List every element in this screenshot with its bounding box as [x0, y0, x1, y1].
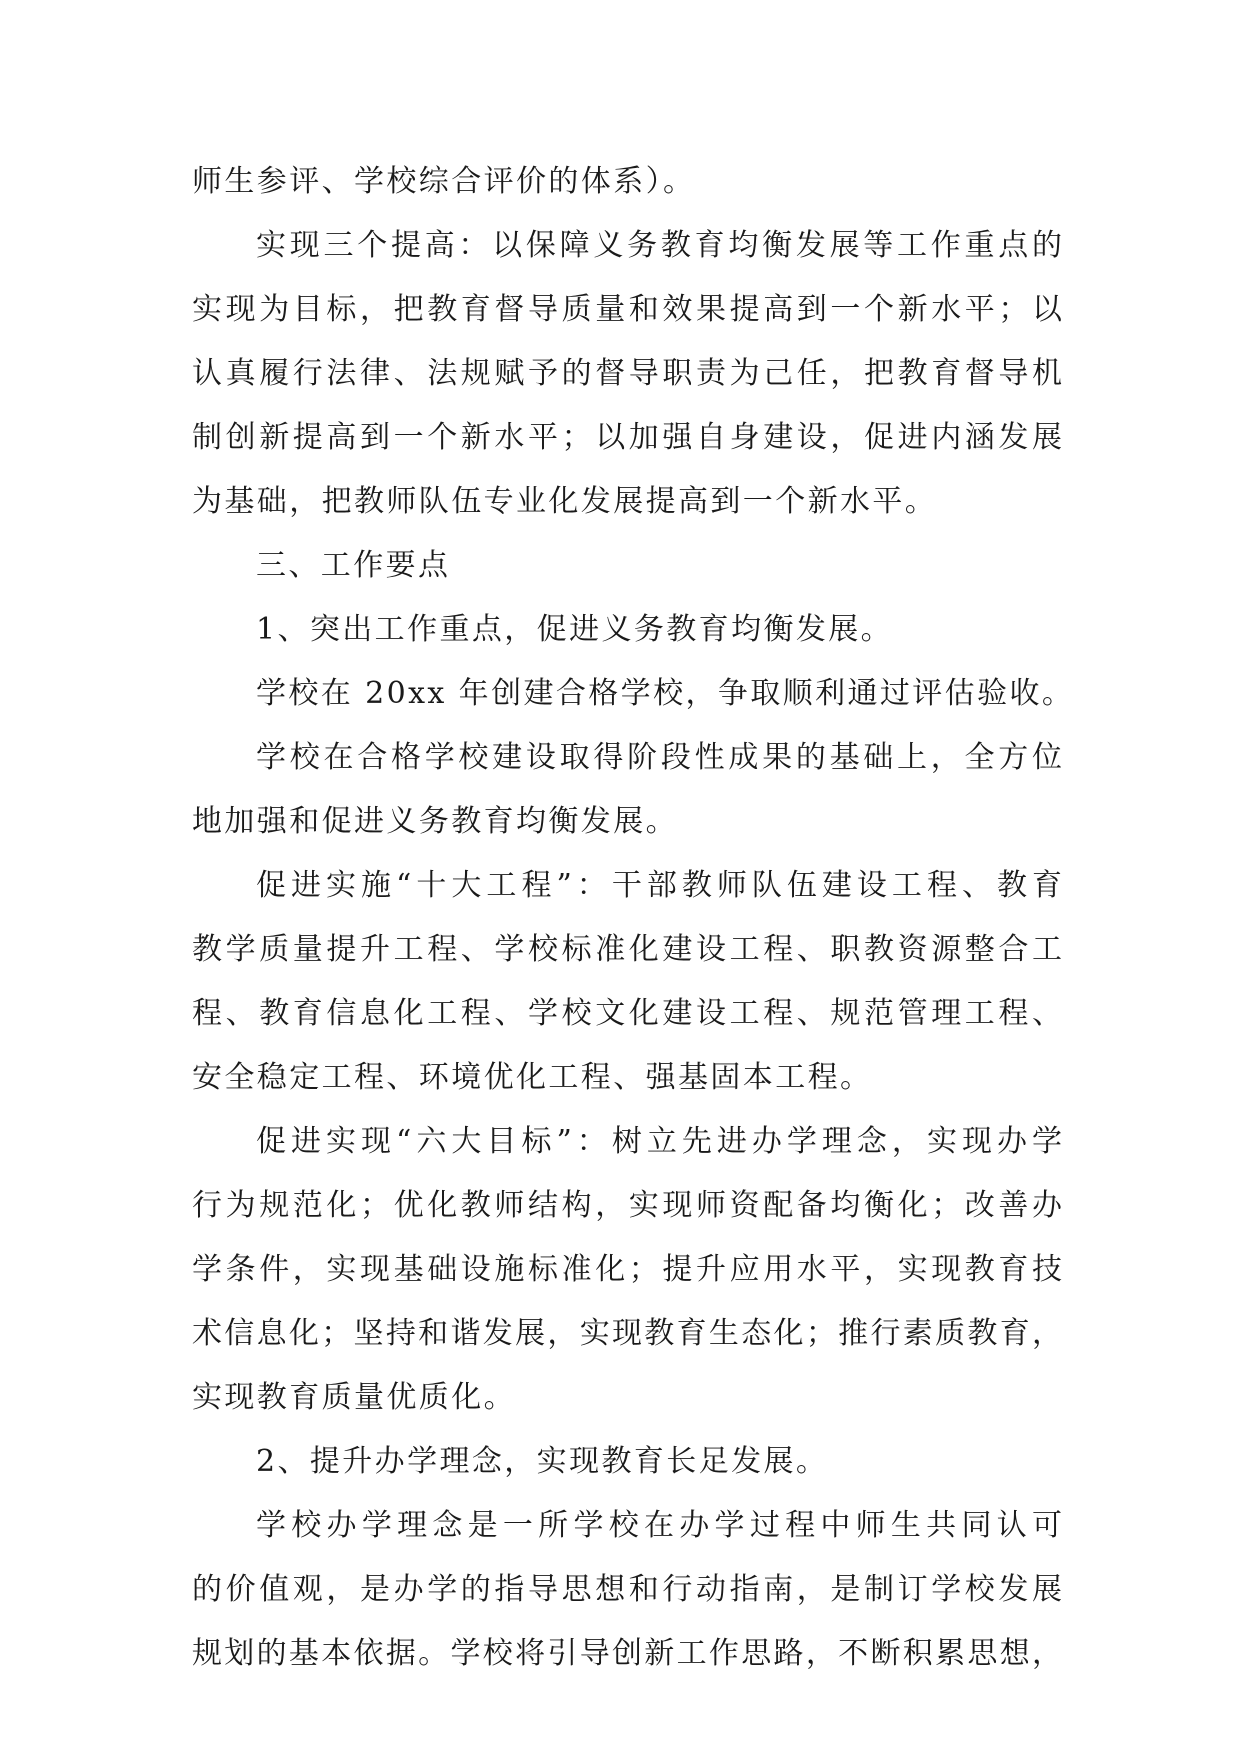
text-line: 安全稳定工程、环境优化工程、强基固本工程。 [192, 1060, 873, 1095]
text-line: 的价值观，是办学的指导思想和行动指南，是制订学校发展 [192, 1572, 1062, 1607]
text-line: 认真履行法律、法规赋予的督导职责为己任，把教育督导机 [192, 356, 1062, 391]
subsection-heading: 1、突出工作重点，促进义务教育均衡发展。 [256, 612, 894, 647]
text-line: 地加强和促进义务教育均衡发展。 [192, 804, 678, 839]
text-line: 教学质量提升工程、学校标准化建设工程、职教资源整合工 [192, 932, 1062, 967]
text-line: 师生参评、学校综合评价的体系）。 [192, 164, 696, 199]
text-line: 促进实现“六大目标”：树立先进办学理念，实现办学 [256, 1124, 1062, 1159]
text-line: 学校在合格学校建设取得阶段性成果的基础上，全方位 [256, 740, 1062, 775]
text-line: 实现为目标，把教育督导质量和效果提高到一个新水平；以 [192, 292, 1062, 327]
text-line: 学条件，实现基础设施标准化；提升应用水平，实现教育技 [192, 1252, 1062, 1287]
text-line: 程、教育信息化工程、学校文化建设工程、规范管理工程、 [192, 996, 1062, 1031]
text-line: 实现教育质量优质化。 [192, 1380, 516, 1415]
text-line: 学校办学理念是一所学校在办学过程中师生共同认可 [256, 1508, 1062, 1543]
section-heading: 三、工作要点 [256, 548, 451, 583]
text-line: 制创新提高到一个新水平；以加强自身建设，促进内涵发展 [192, 420, 1062, 455]
subsection-heading: 2、提升办学理念，实现教育长足发展。 [256, 1444, 829, 1479]
document-page [192, 150, 1075, 1686]
text-line: 术信息化；坚持和谐发展，实现教育生态化；推行素质教育， [192, 1316, 1062, 1351]
text-line: 规划的基本依据。学校将引导创新工作思路，不断积累思想， [192, 1636, 1062, 1671]
text-line: 实现三个提高：以保障义务教育均衡发展等工作重点的 [256, 228, 1062, 263]
text-line: 行为规范化；优化教师结构，实现师资配备均衡化；改善办 [192, 1188, 1062, 1223]
text-line: 学校在 20xx 年创建合格学校，争取顺利通过评估验收。 [256, 676, 1075, 711]
text-line: 为基础，把教师队伍专业化发展提高到一个新水平。 [192, 484, 938, 519]
text-line: 促进实施“十大工程”：干部教师队伍建设工程、教育 [256, 868, 1062, 903]
